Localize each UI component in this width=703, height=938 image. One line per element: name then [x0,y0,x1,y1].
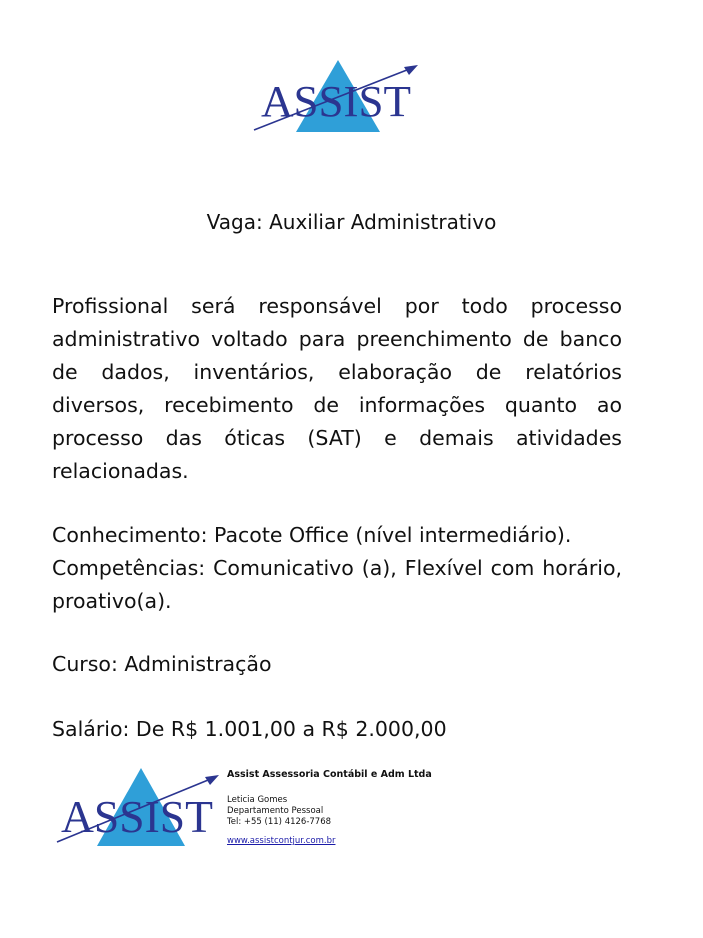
logo-wordmark: ASSIST [61,791,213,842]
signature-phone: Tel: +55 (11) 4126-7768 [227,817,332,827]
assist-logo-top [252,60,420,134]
signature-company: Assist Assessoria Contábil e Adm Ltda [227,769,432,780]
competencies-line: Competências: Comunicativo (a), Flexível com horário, proativo(a). [52,556,622,613]
requirements-block [52,519,622,618]
course-line: Curso: Administração [52,652,272,676]
logo-arrowhead [404,65,418,75]
logo-arrowhead [205,775,219,785]
logo-wordmark: ASSIST [261,77,412,126]
signature-website-link[interactable]: www.assistcontjur.com.br [227,836,336,846]
email-signature [227,769,432,847]
knowledge-line: Conhecimento: Pacote Office (nível intermediário). [52,523,572,547]
job-description: Profissional será responsável por todo processo administrativo voltado para preenchimento de banco de dados, inventários, elaboração de relatórios diversos, recebimento de informações quanto ao processo das óticas (SAT) e demais atividades relacionadas. [52,294,622,483]
signature-name: Leticia Gomes [227,795,288,805]
job-title: Vaga: Auxiliar Administrativo [206,210,497,234]
salary-line: Salário: De R$ 1.001,00 a R$ 2.000,00 [52,717,447,741]
assist-logo-bottom [55,768,220,848]
signature-department: Departamento Pessoal [227,806,324,816]
